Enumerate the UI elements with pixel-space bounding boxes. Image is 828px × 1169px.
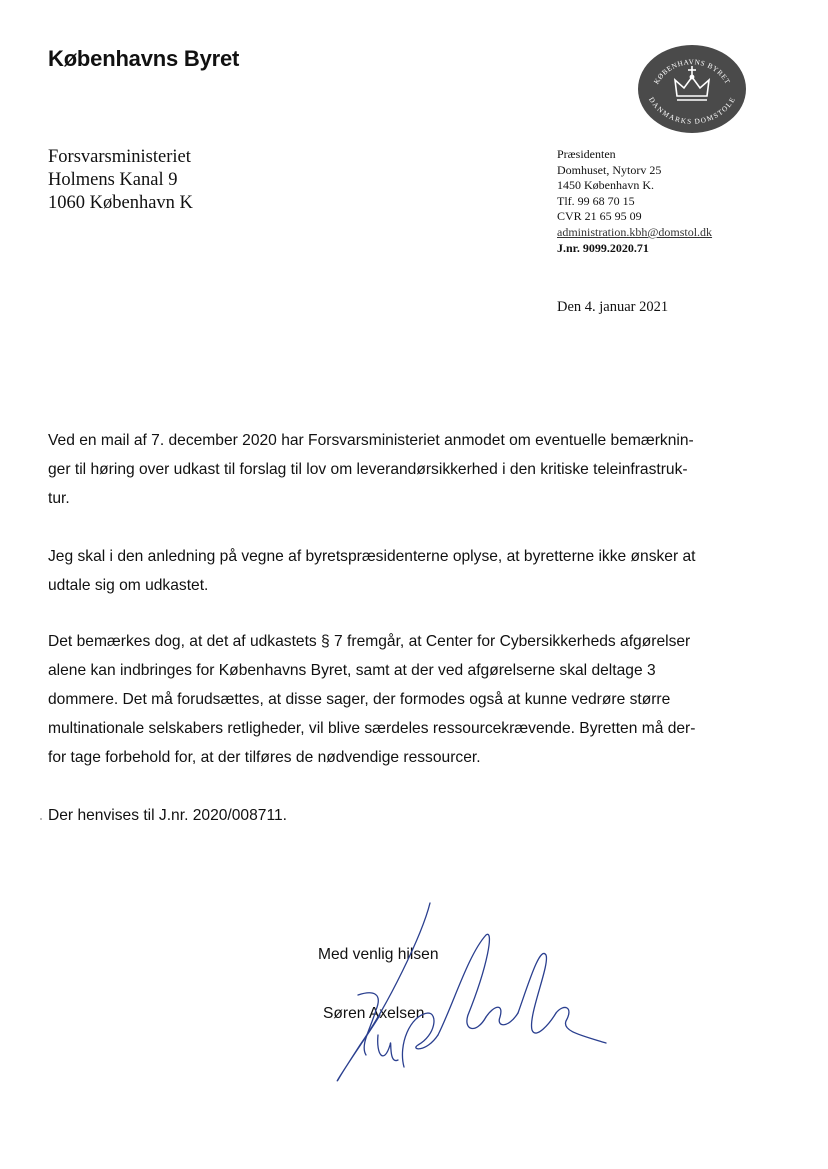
paragraph-line: udtale sig om udkastet. bbox=[48, 577, 209, 594]
journal-number: J.nr. 9099.2020.71 bbox=[557, 240, 649, 255]
paragraph-line: Det bemærkes dog, at det af udkastets § 7 fremgår, at Center for Cybersikkerheds afgørelser bbox=[48, 633, 691, 650]
paragraph-1 bbox=[48, 426, 748, 513]
court-seal bbox=[637, 44, 747, 134]
recipient-city: 1060 København K bbox=[48, 193, 193, 213]
sender-email: administration.kbh@domstol.dk bbox=[557, 224, 713, 239]
seal-top-text: KØBENHAVNS BYRET bbox=[652, 58, 732, 86]
closing-greeting: Med venlig hilsen bbox=[318, 946, 439, 963]
paragraph-2 bbox=[48, 542, 748, 600]
scan-speck bbox=[40, 818, 42, 820]
paragraph-line: dommere. Det må forudsættes, at disse sager, der formodes også at kunne vedrøre større bbox=[48, 691, 671, 708]
signer-name: Søren Axelsen bbox=[323, 1005, 425, 1022]
sender-phone: Tlf. 99 68 70 15 bbox=[557, 193, 635, 208]
sender-cvr: CVR 21 65 95 09 bbox=[557, 209, 642, 224]
seal-bottom-text: DANMARKS DOMSTOLE bbox=[647, 95, 738, 126]
court-name: Københavns Byret bbox=[48, 46, 240, 71]
sender-block bbox=[557, 147, 712, 256]
paragraph-line: ger til høring over udkast til forslag til lov om leverandørsikkerhed i den kritiske teleinfrastruk- bbox=[48, 461, 688, 478]
sender-address: Domhuset, Nytorv 25 bbox=[557, 162, 662, 177]
paragraph-3 bbox=[48, 627, 748, 772]
recipient-street: Holmens Kanal 9 bbox=[48, 170, 178, 190]
handwritten-signature bbox=[318, 895, 608, 1095]
paragraph-line: Jeg skal i den anledning på vegne af byretspræsidenterne oplyse, at byretterne ikke ønsker at bbox=[48, 548, 696, 565]
paragraph-line: multinationale selskabers retligheder, vil blive særdeles ressourcekrævende. Byretten må der- bbox=[48, 720, 696, 737]
recipient-name: Forsvarsministeriet bbox=[48, 147, 191, 167]
letter-date: Den 4. januar 2021 bbox=[557, 299, 669, 315]
paragraph-line: for tage forbehold for, at der tilføres de nødvendige ressourcer. bbox=[48, 749, 481, 766]
paragraph-4: Der henvises til J.nr. 2020/008711. bbox=[48, 807, 287, 824]
sender-city: 1450 København K. bbox=[557, 178, 654, 193]
paragraph-line: alene kan indbringes for Københavns Byret, samt at der ved afgørelserne skal deltage 3 bbox=[48, 662, 656, 679]
paragraph-line: Ved en mail af 7. december 2020 har Forsvarsministeriet anmodet om eventuelle bemærknin- bbox=[48, 432, 694, 449]
sender-title: Præsidenten bbox=[557, 147, 616, 161]
paragraph-line: tur. bbox=[48, 490, 70, 507]
recipient-address bbox=[48, 146, 193, 215]
